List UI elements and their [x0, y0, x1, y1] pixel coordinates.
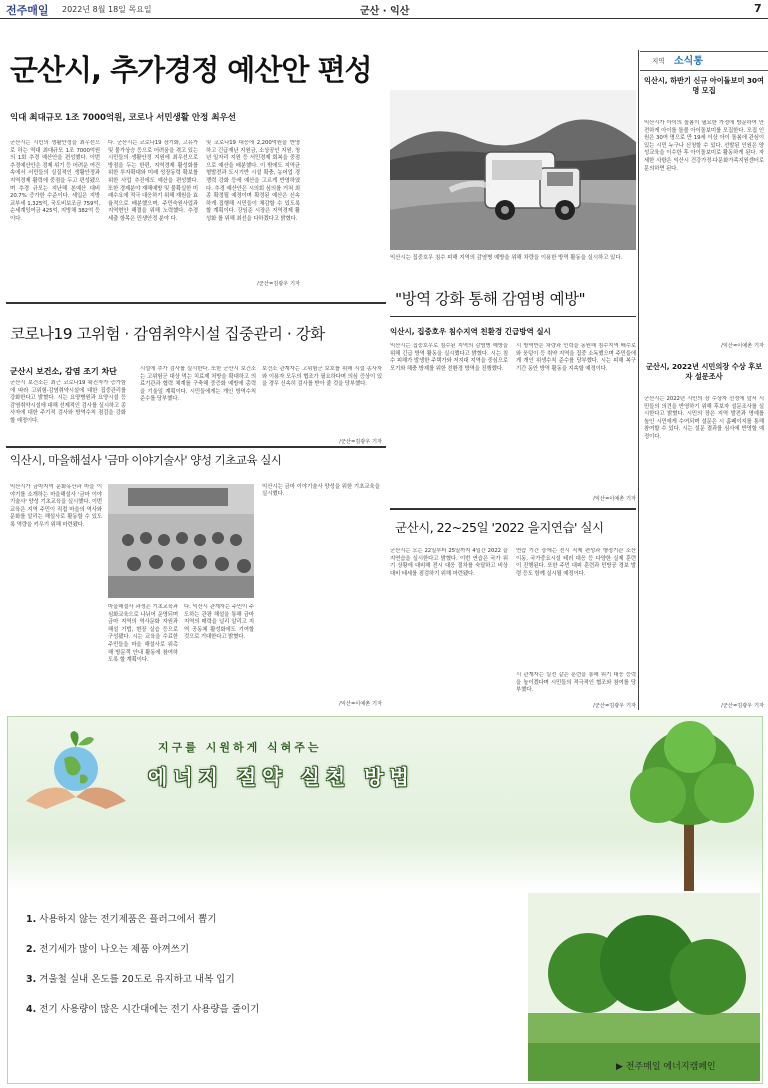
page-header [0, 0, 768, 19]
sidebar-text-1: 익산시가 아이의 돌봄이 필요한 가정에 방문하여 안전하게 아이를 돌볼 아이돌보미를 모집한다. 모집 인원은 30여 명으로 만 19세 이상 아이 돌봄에 관심이 있는 시민 누구나 신청할 수 있다. 선발된 인원은 양성교육을 이수한 후 아이돌보미로 활동하게 된다. 자세한 사항은 익산시 건강가정·다문화가족지원센터로 문의하면 된다. [644, 120, 764, 172]
sidebar-byline-2: /군산=김광우 기자 [721, 703, 764, 709]
disinfection-vehicle-photo [390, 90, 636, 250]
ulji-headline: 군산시, 22~25일 '2022 을지연습' 실시 [395, 520, 604, 535]
ulji-col-3: 시 관계자는 실전 같은 훈련을 통해 위기 대응 능력을 높이겠다며 시민들의 적극적인 협조와 참여를 당부했다. [516, 672, 636, 694]
covid-col-3: 보건소 관계자는 고위험군 보호를 위해 시설 종사자와 이용자 모두의 협조가 필요하다며 의심 증상이 있을 경우 신속히 검사를 받아 줄 것을 당부했다. [262, 366, 382, 388]
ad-item-number: 3. [26, 974, 37, 985]
education-photo [108, 484, 254, 598]
covid-col-1: 군산시 보건소는 최근 코로나19 확진자가 증가함에 따라 고위험·감염취약시설에 대한 집중관리를 강화한다고 밝혔다. 시는 요양병원과 요양시설 등 감염취약시설에 대해 선제적인 검사를 실시하고 종사자에 대한 주기적 검사와 방역수칙 점검을 강화할 예정이다. [10, 380, 126, 424]
section-divider-2 [6, 446, 386, 448]
ad-item-number: 4. [26, 1004, 37, 1015]
lead-headline: 군산시, 추가경정 예산안 편성 [10, 53, 372, 87]
sidebar-head-2: 군산시, 2022년 시민의장 수상 후보자 설문조사 [645, 362, 763, 381]
ulji-col-2: 연습 기간 중에는 전시 직제 편성과 행정기관 소산 이동, 국가중요시설 테러 대응 등 다양한 실제 훈련이 진행된다. 또한 주민 대피 훈련과 민방공 경보 발령 등도 함께 실시될 예정이다. [516, 548, 636, 577]
ad-item-number: 2. [26, 944, 37, 955]
quarantine-quote: "방역 강화 통해 감염병 예방" [395, 290, 586, 308]
geumma-col-3: 다. 익산시 관계자는 주민이 주도하는 관광 해설을 통해 금마 지역의 매력을 널리 알리고 지역 공동체 활성화에도 기여할 것으로 기대한다고 밝혔다. [184, 604, 254, 641]
ad-title-line1: 지구를 시원하게 식혀주는 [158, 741, 322, 754]
ad-footer [616, 1059, 716, 1072]
ad-item-number: 1. [26, 914, 37, 925]
geumma-col-2: 마을해설사 과정은 기초교육과 심화교육으로 나뉘어 운영되며 금마 지역의 역사문화 자원과 해설 기법, 현장 실습 등으로 구성됐다. 시는 교육을 수료한 주민들을 마을 해설사로 위촉해 방문객 안내 활동에 참여하도록 할 계획이다. [108, 604, 178, 664]
ad-item-text: 전기 사용량이 많은 시간대에는 전기 사용량을 줄이기 [39, 1004, 260, 1015]
tree-icon [618, 717, 762, 891]
photo2-caption: 익산시는 금마 이야기술사 양성을 위한 기초교육을 실시했다. [262, 484, 380, 498]
ad-footer-text: 전주매일 에너지캠페인 [625, 1062, 716, 1072]
sidebar-tag-title: 소식통 [674, 56, 703, 67]
geumma-col-1: 익산시가 금마지역 문화유산과 마을 이야기를 소개하는 마을해설사 '금마 이야기술사' 양성 기초교육을 실시했다. 이번 교육은 지역 주민이 직접 마을의 역사와 문화를 알리는 해설사로 활동할 수 있도록 역량을 키우기 위해 마련됐다. [10, 484, 102, 528]
section-title: 군산 · 익산 [360, 6, 410, 17]
ad-item-text: 사용하지 않는 전기제품은 플러그에서 뽑기 [39, 914, 217, 925]
ad-item-2 [26, 941, 189, 955]
lead-col-2: 다. 군산시는 코로나19 장기화, 고유가 및 물가상승 등으로 어려움을 겪고 있는 시민들의 생활안정 지원에 최우선으로 방점을 두는 한편, 지역경제 활성화를 위한 투자확대와 미래 성장동력 확보를 위한 사업 추진에도 예산을 편성했다. 또한 경제분야 재해예방 및 불확실한 미래수요에 적극 대응하기 위해 재원을 효율적으로 배분했으며, 주민숙원사업과 지역현안 해결을 위해 노력했다. 추경 세출 항목은 민생안정 분야 다. [108, 140, 198, 222]
globe-hands-icon [16, 731, 136, 821]
geumma-headline: 익산시, 마을해설사 '금마 이야기술사' 양성 기초교육 실시 [10, 453, 282, 467]
geumma-byline: /익산=이예촌 기자 [339, 701, 382, 707]
sidebar-text-2: 군산시는 2022년 시민의 장 수상자 선정에 앞서 시민들의 의견을 반영하기 위해 후보자 설문조사를 실시한다고 밝혔다. 시민의 장은 지역 발전과 명예를 높인 시민에게 수여되며 설문은 시 홈페이지를 통해 참여할 수 있다. 시는 설문 결과를 심사에 반영할 예정이다. [644, 396, 764, 440]
quarantine-subhead: 익산시, 집중호우 침수지역 친환경 긴급방역 실시 [390, 327, 551, 336]
ad-item-4 [26, 1001, 259, 1015]
quarantine-col-2: 시 방역반은 차량과 인력을 동원해 침수지역 배수로와 웅덩이 등 취약 지역을 집중 소독했으며 주민들에게 개인 위생수칙 준수를 당부했다. 시는 피해 복구 기간 동안 방역 활동을 지속할 예정이다. [516, 343, 636, 372]
quarantine-byline: /익산=이예촌 기자 [593, 496, 636, 502]
photo-illustration [390, 90, 636, 250]
lead-subhead: 익대 최대규모 1조 7000억원, 코로나 서민생활 안정 최우선 [10, 113, 236, 123]
sidebar-byline-1: /익산=이예촌 기자 [721, 343, 764, 349]
covid-subhead: 군산시 보건소, 감염 조기 차단 [10, 367, 117, 376]
photo-caption: 익산시는 집중호우 침수 피해 지역의 감염병 예방을 위해 차량을 이용한 방역 활동을 실시하고 있다. [390, 255, 623, 261]
ad-item-3 [26, 971, 235, 985]
issue-date: 2022년 8월 18일 목요일 [62, 5, 152, 14]
covid-byline: /군산=김광우 기자 [339, 439, 382, 445]
sidebar-head-1: 익산시, 하반기 신규 아이돌보미 30여명 모집 [644, 76, 764, 95]
ad-item-text: 겨울철 실내 온도를 20도로 유지하고 내복 입기 [39, 974, 235, 985]
covid-col-2: 시설에 추가 검사를 실시한다. 또한 군산시 보건소는 고위험군 대상 먹는 치료제 처방을 확대하고 의료기관과 협력 체계를 구축해 중증화 예방에 총력을 기울일 계획이다. 시민들에게는 개인 방역수칙 준수를 당부했다. [140, 366, 256, 403]
ulji-byline: /군산=김광우 기자 [593, 703, 636, 709]
newspaper-name: 전주매일 [6, 4, 49, 17]
lead-col-3: 및 코로나19 대응에 2,200억원을 반영하고 긴급재난 지원금, 소상공인 지원, 청년 일자리 지원 등 서민경제 회복을 중점으로 예산을 배분했다. 이 밖에도 지역균형발전과 도시기반 시설 확충, 농어업 경쟁력 강화 등에 예산을 고르게 반영하였다. 추경 예산안은 시의회 심의를 거쳐 최종 확정될 예정이며 확정된 예산은 신속하게 집행해 시민들이 체감할 수 있도록 할 계획이다. 강임준 시장은 지역경제 활성화 를 위해 최선을 다하겠다고 밝혔다. [206, 140, 300, 222]
covid-headline: 코로나19 고위험 · 감염취약시설 집중관리 · 강화 [10, 325, 325, 343]
section-divider [6, 302, 386, 304]
divider [390, 316, 636, 317]
section-divider-3 [390, 508, 636, 510]
ad-banner [8, 717, 762, 891]
page-number: 7 [754, 2, 762, 15]
ad-item-1 [26, 911, 217, 925]
lead-col-1: 군산시는 시민의 생활안정을 최우선으로 하는 역대 최대규모 1조 7000억원의 1회 추경 예산안을 편성했다. 이번 추경예산안은 경제 위기 등 어려운 여건 속에서 서민들의 실질적인 생활안정과 지역경제 활력에 중점을 두고 편성됐으며 추경 규모는 지난해 본예산 대비 20.7% 증가한 수준이다. 세입은 지방교부세 1,325억, 국도비보조금 759억, 순세계잉여금 425억, 지방채 382억 등이다. [10, 140, 100, 222]
quarantine-col-1: 익산시는 집중호우로 침수된 지역의 감염병 예방을 위해 긴급 방역 활동을 실시했다고 밝혔다. 시는 침수 피해가 발생한 주택가와 저지대 지역을 중심으로 모기와 해충 방제를 위한 친환경 방역을 진행했다. [390, 343, 508, 372]
lead-byline: /군산=김광우 기자 [257, 281, 300, 287]
ad-title-line2: 에너지 절약 실천 방법 [148, 765, 415, 789]
photo-illustration-2 [108, 484, 254, 598]
arrow-right-icon: ▶ [616, 1062, 626, 1072]
ulji-col-1: 군산시는 오는 22일부터 25일까지 4일간 2022 을지연습을 실시한다고 밝혔다. 이번 연습은 국가 위기 상황에 대비해 전시 대응 절차를 숙달하고 비상대비 태세를 점검하기 위해 마련됐다. [390, 548, 508, 577]
column-rule [638, 50, 639, 710]
ad-item-text: 전기세가 많이 나오는 제품 아껴쓰기 [39, 944, 190, 955]
energy-saving-ad [7, 716, 763, 1084]
sidebar-tag: 지역 [652, 57, 665, 65]
forest-photo [528, 893, 760, 1081]
